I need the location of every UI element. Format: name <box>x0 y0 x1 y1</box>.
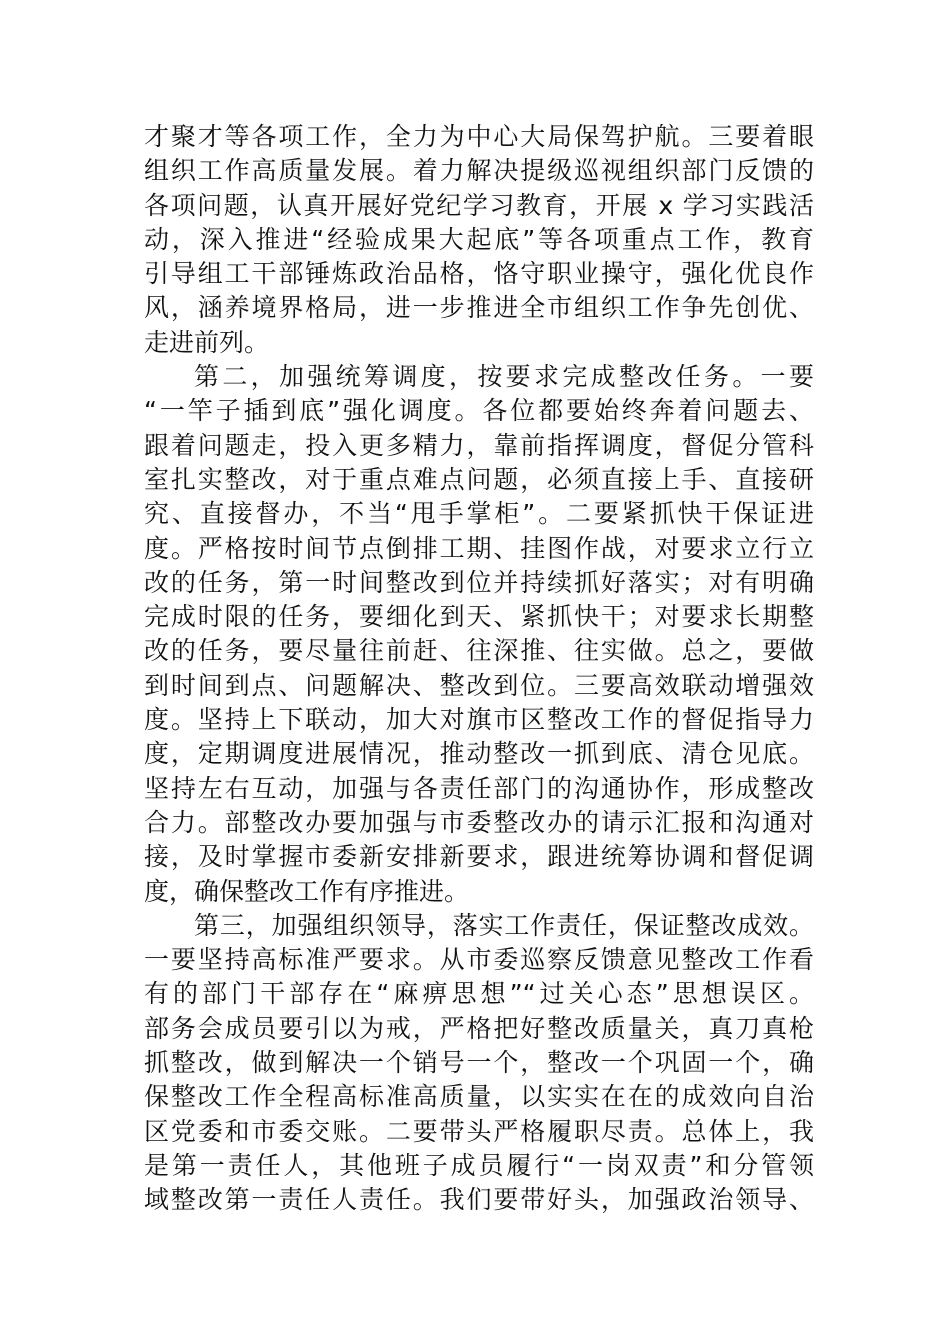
text-line: 究、直接督办，不当“甩手掌柜”。二要紧抓快干保证进 <box>144 499 814 529</box>
text-line: 接，及时掌握市委新安排新要求，跟进统筹协调和督促调 <box>144 842 814 872</box>
text-line: 域整改第一责任人责任。我们要带好头，加强政治领导、 <box>144 1185 814 1215</box>
text-line: 坚持左右互动，加强与各责任部门的沟通协作，形成整改 <box>144 773 814 803</box>
text-line: 保整改工作全程高标准高质量，以实实在在的成效向自治 <box>144 1082 814 1112</box>
text-line: 到时间到点、问题解决、整改到位。三要高效联动增强效 <box>144 670 814 700</box>
text-line: 各项问题，认真开展好党纪学习教育，开展 x 学习实践活 <box>144 190 814 220</box>
text-line: 改的任务，第一时间整改到位并持续抓好落实；对有明确 <box>144 567 814 597</box>
text-line: 走进前列。 <box>144 327 270 357</box>
text-line: 度，定期调度进展情况，推动整改一抓到底、清仓见底。 <box>144 739 814 769</box>
text-line: 度。坚持上下联动，加大对旗市区整改工作的督促指导力 <box>144 705 814 735</box>
text-line: 动，深入推进“经验成果大起底”等各项重点工作，教育 <box>144 224 814 254</box>
text-line: 度。严格按时间节点倒排工期、挂图作战，对要求立行立 <box>144 533 814 563</box>
text-line: 才聚才等各项工作，全力为中心大局保驾护航。三要着眼 <box>144 122 814 151</box>
body-text <box>144 120 814 1218</box>
text-line: 室扎实整改，对于重点难点问题，必须直接上手、直接研 <box>144 464 814 494</box>
text-line: 有的部门干部存在“麻痹思想”“过关心态”思想误区。 <box>144 979 814 1009</box>
text-line: 是第一责任人，其他班子成员履行“一岗双责”和分管领 <box>144 1150 814 1180</box>
text-line: 区党委和市委交账。二要带头严格履职尽责。总体上，我 <box>144 1116 814 1146</box>
text-line: 部务会成员要引以为戒，严格把好整改质量关，真刀真枪 <box>144 1013 814 1043</box>
text-line: 完成时限的任务，要细化到天、紧抓快干；对要求长期整 <box>144 602 814 632</box>
text-line: “一竿子插到底”强化调度。各位都要始终奔着问题去、 <box>144 396 814 426</box>
text-line: 一要坚持高标准严要求。从市委巡察反馈意见整改工作看 <box>144 945 814 975</box>
text-line: 跟着问题走，投入更多精力，靠前指挥调度，督促分管科 <box>144 430 814 460</box>
text-line: 合力。部整改办要加强与市委整改办的请示汇报和沟通对 <box>144 807 814 837</box>
text-line: 抓整改，做到解决一个销号一个，整改一个巩固一个，确 <box>144 1048 814 1078</box>
text-line: 度，确保整改工作有序推进。 <box>144 876 470 906</box>
text-line: 风，涵养境界格局，进一步推进全市组织工作争先创优、 <box>144 293 814 323</box>
text-line: 改的任务，要尽量往前赶、往深推、往实做。总之，要做 <box>144 636 814 666</box>
paragraph-heading-line: 第三，加强组织领导，落实工作责任，保证整改成效。 <box>194 910 814 940</box>
text-line: 引导组工干部锤炼政治品格，恪守职业操守，强化优良作 <box>144 259 814 289</box>
text-line: 组织工作高质量发展。着力解决提级巡视组织部门反馈的 <box>144 156 814 186</box>
paragraph-heading-line: 第二，加强统筹调度，按要求完成整改任务。一要 <box>194 362 814 392</box>
